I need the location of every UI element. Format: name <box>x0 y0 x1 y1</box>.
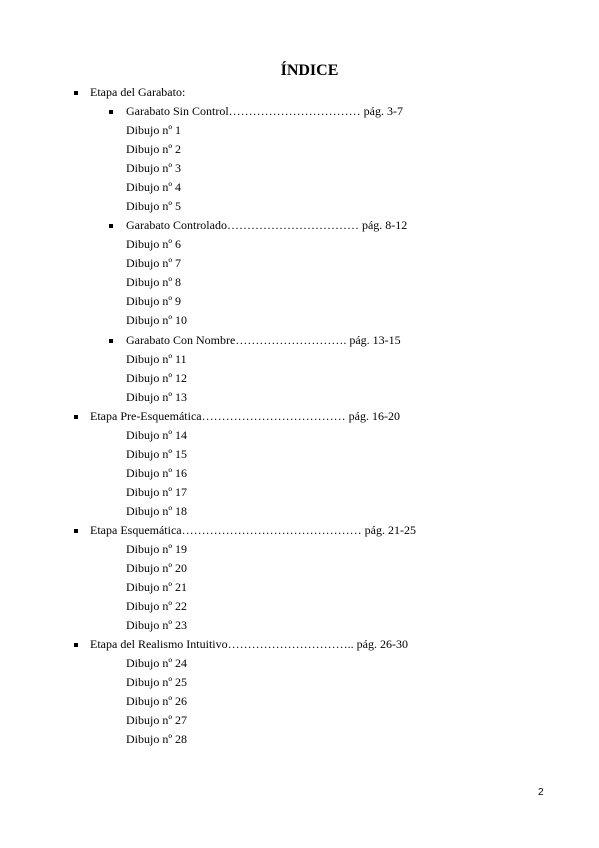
toc-item-label: Dibujo nº 7 <box>126 256 182 271</box>
toc-item-label: Dibujo nº 11 <box>126 351 187 366</box>
toc-item-label: Dibujo nº 12 <box>126 370 188 385</box>
toc-item-label: Dibujo nº 19 <box>126 541 188 556</box>
toc-item-label: Dibujo nº 27 <box>126 713 188 728</box>
toc-item-label: Garabato Controlado <box>126 218 227 233</box>
toc-item-drawing <box>126 559 187 578</box>
toc-item-label: Dibujo nº 6 <box>126 237 182 252</box>
toc-item-label: Dibujo nº 22 <box>126 599 188 614</box>
toc-item-label: Dibujo nº 20 <box>126 561 188 575</box>
toc-item-drawing <box>126 350 187 369</box>
toc-item-drawing <box>126 540 187 559</box>
toc-item-drawing <box>126 121 181 140</box>
toc-item-label: Etapa Pre-Esquemática <box>90 408 202 423</box>
toc-page-ref: pág. 8-12 <box>358 218 408 233</box>
toc-page-ref: pág. 26-30 <box>353 637 408 652</box>
bullet-icon <box>74 529 78 533</box>
toc-item-label: Dibujo nº 24 <box>126 656 188 671</box>
toc-item-drawing <box>126 388 187 407</box>
toc-page-ref: pág. 3-7 <box>360 104 403 119</box>
toc-item-label: Dibujo nº 16 <box>126 465 188 480</box>
toc-item-label: Dibujo nº 5 <box>126 199 182 214</box>
toc-item-drawing <box>126 730 187 749</box>
toc-item-label: Dibujo nº 3 <box>126 161 182 176</box>
toc-leader-dots: ………………………….. <box>227 637 354 652</box>
toc-item-drawing <box>126 197 181 216</box>
toc-item-label: Dibujo nº 28 <box>126 732 188 747</box>
toc-leader-dots: …………………………… <box>226 218 359 233</box>
page-title: ÍNDICE <box>280 62 339 79</box>
toc-item-label: Etapa del Realismo Intuitivo <box>90 637 228 652</box>
toc-leader-dots: …………………………… <box>228 104 361 119</box>
toc-page-ref: pág. 13-15 <box>346 332 401 347</box>
toc-item-label: Dibujo nº 23 <box>126 618 188 633</box>
toc-item-drawing <box>126 426 187 445</box>
toc-item-label: Dibujo nº 26 <box>126 694 188 709</box>
toc-item-section <box>90 521 416 540</box>
bullet-icon <box>74 91 78 95</box>
toc-leader-dots: ……………………………………… <box>181 522 362 537</box>
toc-item-label: Garabato Sin Control <box>126 104 229 119</box>
toc-item-section <box>126 102 403 121</box>
toc-item-drawing <box>126 311 187 330</box>
toc-item-drawing <box>126 483 187 502</box>
toc-item-label: Dibujo nº 4 <box>126 180 182 195</box>
toc-item-label: Dibujo nº 8 <box>126 275 182 290</box>
toc-item-drawing <box>126 578 187 597</box>
bullet-icon <box>74 415 78 419</box>
toc-item-drawing <box>126 369 187 388</box>
toc-item-drawing <box>126 140 181 159</box>
toc-item-drawing <box>126 235 181 254</box>
toc-item-label: Garabato Con Nombre <box>126 332 236 347</box>
toc-item-label: Dibujo nº 10 <box>126 313 188 328</box>
toc-item-label: Etapa del Garabato: <box>90 85 186 99</box>
toc-item-drawing <box>126 654 187 673</box>
toc-item-label: Dibujo nº 2 <box>126 142 182 157</box>
toc-item-drawing <box>126 159 181 178</box>
toc-item-label: Dibujo nº 15 <box>126 446 188 461</box>
toc-item-section <box>90 635 408 654</box>
toc-leader-dots: ……………………………… <box>201 408 346 423</box>
bullet-icon <box>109 110 113 114</box>
toc-item-drawing <box>126 273 181 292</box>
toc-leader-dots: ………………………. <box>235 332 347 347</box>
toc-item-label: Etapa Esquemática <box>90 522 182 537</box>
toc-item-drawing <box>126 254 181 273</box>
page-number: 2 <box>538 787 544 798</box>
bullet-icon <box>74 643 78 647</box>
toc-item-label: Dibujo nº 25 <box>126 675 188 690</box>
toc-item-drawing <box>126 445 187 464</box>
toc-item-drawing <box>126 292 181 311</box>
toc-item-section <box>90 407 400 426</box>
bullet-icon <box>109 224 113 228</box>
toc-item-drawing <box>126 692 187 711</box>
toc-item-label: Dibujo nº 1 <box>126 123 182 138</box>
toc-page-ref: pág. 16-20 <box>345 408 400 423</box>
toc-item-label: Dibujo nº 14 <box>126 427 188 442</box>
toc-page-ref: pág. 21-25 <box>361 522 416 537</box>
toc-item-label: Dibujo nº 21 <box>126 580 188 595</box>
toc-item-drawing <box>126 616 187 635</box>
toc-item-label: Dibujo nº 17 <box>126 484 188 499</box>
toc-item-drawing <box>126 673 187 692</box>
toc-item-drawing <box>126 502 187 521</box>
bullet-icon <box>109 339 113 343</box>
toc-item-label: Dibujo nº 18 <box>126 503 188 518</box>
toc-item-drawing <box>126 178 181 197</box>
toc-item-label: Dibujo nº 9 <box>126 294 182 309</box>
toc-item-section <box>126 216 407 235</box>
toc-item-label: Dibujo nº 13 <box>126 389 188 404</box>
toc-item-section <box>90 83 185 102</box>
toc-item-section <box>126 331 401 350</box>
toc-item-drawing <box>126 597 187 616</box>
toc-item-drawing <box>126 464 187 483</box>
toc-item-drawing <box>126 711 187 730</box>
